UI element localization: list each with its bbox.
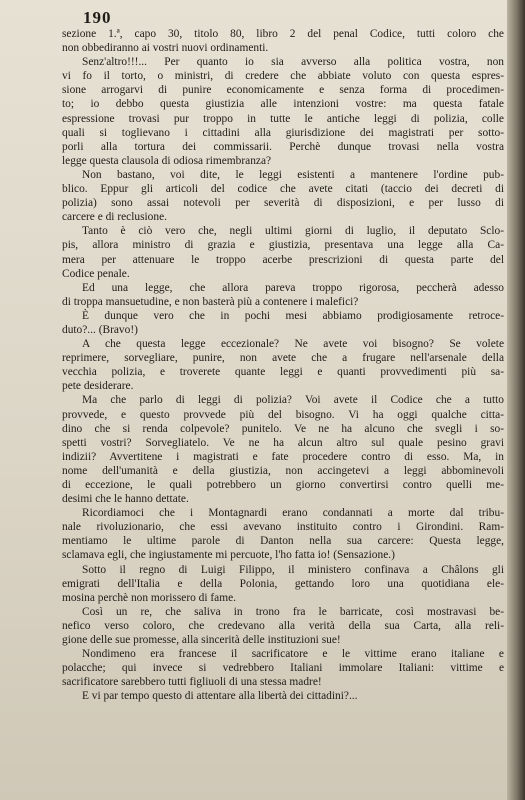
- text-line: Tanto è ciò vero che, negli ultimi giorni di luglio, il deputato Sclo-: [82, 225, 504, 238]
- text-line: provvede, e questo provvede più del bisogno. Vi ha oggi qualche citta-: [62, 408, 504, 421]
- page-text-column: [62, 8, 504, 704]
- text-line: polizia) sono assai notevoli per severità di disposizioni, e per lusso di: [62, 197, 504, 210]
- paragraph: [62, 55, 504, 168]
- text-line: non obbediranno ai vostri nuovi ordinamenti.: [62, 42, 269, 55]
- text-line: Senz'altro!!!... Per quanto io sia avverso alla politica vostra, non: [82, 56, 504, 69]
- text-line: Ed una legge, che allora pareva troppo rigorosa, peccherà adesso: [82, 281, 504, 294]
- text-line: pis, allora ministro di grazia e giustizia, presentava una legge alla Ca-: [62, 239, 504, 252]
- text-line: Codice penale.: [62, 267, 130, 280]
- paragraph: [62, 647, 504, 689]
- paragraph: [62, 506, 504, 562]
- paragraph: [62, 337, 504, 393]
- text-line: pete desiderare.: [62, 380, 134, 393]
- text-line: emigrati dell'Italia e della Polonia, gettando loro una quotidiana ele-: [62, 577, 504, 590]
- text-line: gione delle sue promesse, alla sincerità delle instituzioni sue!: [62, 634, 341, 647]
- text-line: mera per attenuare le troppo acerbe prescrizioni di questa parte del: [62, 253, 504, 266]
- text-line: legge questa clausola di odiosa rimembranza?: [62, 154, 272, 167]
- text-line: vi fo il torto, o ministri, di credere che abbiate voluto con questa espres-: [62, 70, 504, 83]
- text-line: A che questa legge eccezionale? Ne avete voi bisogno? Se volete: [82, 338, 504, 351]
- text-line: reprimere, sorvegliare, punire, non avete che a frugare nell'arsenale della: [62, 352, 504, 365]
- text-line: Ma che parlo di leggi di polizia? Voi avete il Codice che a tutto: [82, 394, 504, 407]
- text-line: vecchia polizia, e troverete quante leggi e quanti provvedimenti più sa-: [62, 366, 504, 379]
- paragraph: [62, 224, 504, 280]
- paragraph: [62, 605, 504, 647]
- text-line: sacrificatore sarebbero tutti figliuoli di una stessa madre!: [62, 676, 322, 689]
- text-line: di eccezione, le quali potrebbero un giorno convertirsi contro quelli me-: [62, 479, 504, 491]
- text-line: di troppa mansuetudine, e non basterà più a contenere i malefici?: [62, 295, 359, 308]
- book-spine-shadow: [507, 0, 525, 800]
- paragraph: [62, 281, 504, 309]
- text-line: mosina perchè non morissero di fame.: [62, 591, 236, 604]
- text-line: quali si toglievano i cittadini alla giurisdizione dei magistrati per sotto-: [62, 126, 504, 139]
- text-line: desimi che le hanno dettate.: [62, 493, 189, 506]
- text-line: Ricordiamoci che i Montagnardi erano condannati a morte dal tribu-: [82, 507, 504, 520]
- text-line: Così un re, che saliva in trono fra le barricate, così mostravasi be-: [82, 605, 504, 618]
- text-line: blico. Eppur gli articoli del codice che avete citati (taccio dei decreti di: [62, 183, 504, 196]
- text-line: nefico verso coloro, che credevano alla verità della sua Carta, alla reli-: [62, 619, 504, 632]
- paragraph: [62, 27, 504, 55]
- paragraph: [62, 393, 504, 506]
- paragraph: [62, 168, 504, 224]
- text-line: sezione 1.ª, capo 30, titolo 80, libro 2 del penal Codice, tutti coloro che: [62, 28, 504, 40]
- text-line: indizii? Avvertitene i magistrati e fate procedere contro di esso. Ma, in: [62, 450, 504, 463]
- text-line: carcere e di reclusione.: [62, 211, 167, 224]
- text-line: nale rivoluzionario, che essi avevano instituito contro i Girondini. Ram-: [62, 521, 504, 534]
- paragraph: [62, 563, 504, 605]
- text-line: E vi par tempo questo di attentare alla libertà dei cittadini?...: [82, 690, 358, 703]
- paragraph-list: [62, 27, 504, 704]
- page-number: 190: [83, 8, 112, 27]
- text-line: sclamava egli, che ingiustamente mi percuote, l'ho fatta io! (Sensazione.): [62, 549, 395, 562]
- text-line: to; io debbo questa giustizia alle intenzioni vostre: ma questa fatale: [62, 98, 504, 111]
- text-line: Nondimeno era francese il sacrificatore e le vittime erano italiane e: [82, 648, 504, 661]
- text-line: spetti vostri? Sorvegliatelo. Ve ne ha alcun altro sul quale pesino gravi: [62, 436, 504, 449]
- text-line: Sotto il regno di Luigi Filippo, il ministero confinava a Châlons gli: [82, 563, 504, 576]
- text-line: È dunque vero che in pochi mesi abbiamo prodigiosamente retroce-: [82, 309, 504, 322]
- text-line: sione arrogarvi di punire economicamente e senza forma di procedimen-: [62, 84, 504, 97]
- text-line: duto?... (Bravo!): [62, 323, 138, 336]
- text-line: espressione trovasi pur troppo in tutte le antiche leggi di polizia, colle: [62, 112, 504, 125]
- paragraph: [62, 309, 504, 337]
- text-line: porli alla tortura dei commissarii. Perchè dunque trovasi nella vostra: [62, 140, 504, 153]
- text-line: mentiamo le ultime parole di Danton nella sua carcere: Questa legge,: [62, 535, 504, 548]
- text-line: Non bastano, voi dite, le leggi esistenti a mantenere l'ordine pub-: [82, 168, 504, 181]
- paragraph: [62, 689, 504, 703]
- text-line: dino che si renda colpevole? punitelo. Ve ne ha alcuno che svegli i so-: [62, 422, 504, 435]
- text-line: polacche; qui invece si vedrebbero Italiani immolare Italiani: vittime e: [62, 662, 504, 675]
- text-line: nome dell'umanità e della giustizia, non accingetevi a leggi abbominevoli: [62, 464, 504, 477]
